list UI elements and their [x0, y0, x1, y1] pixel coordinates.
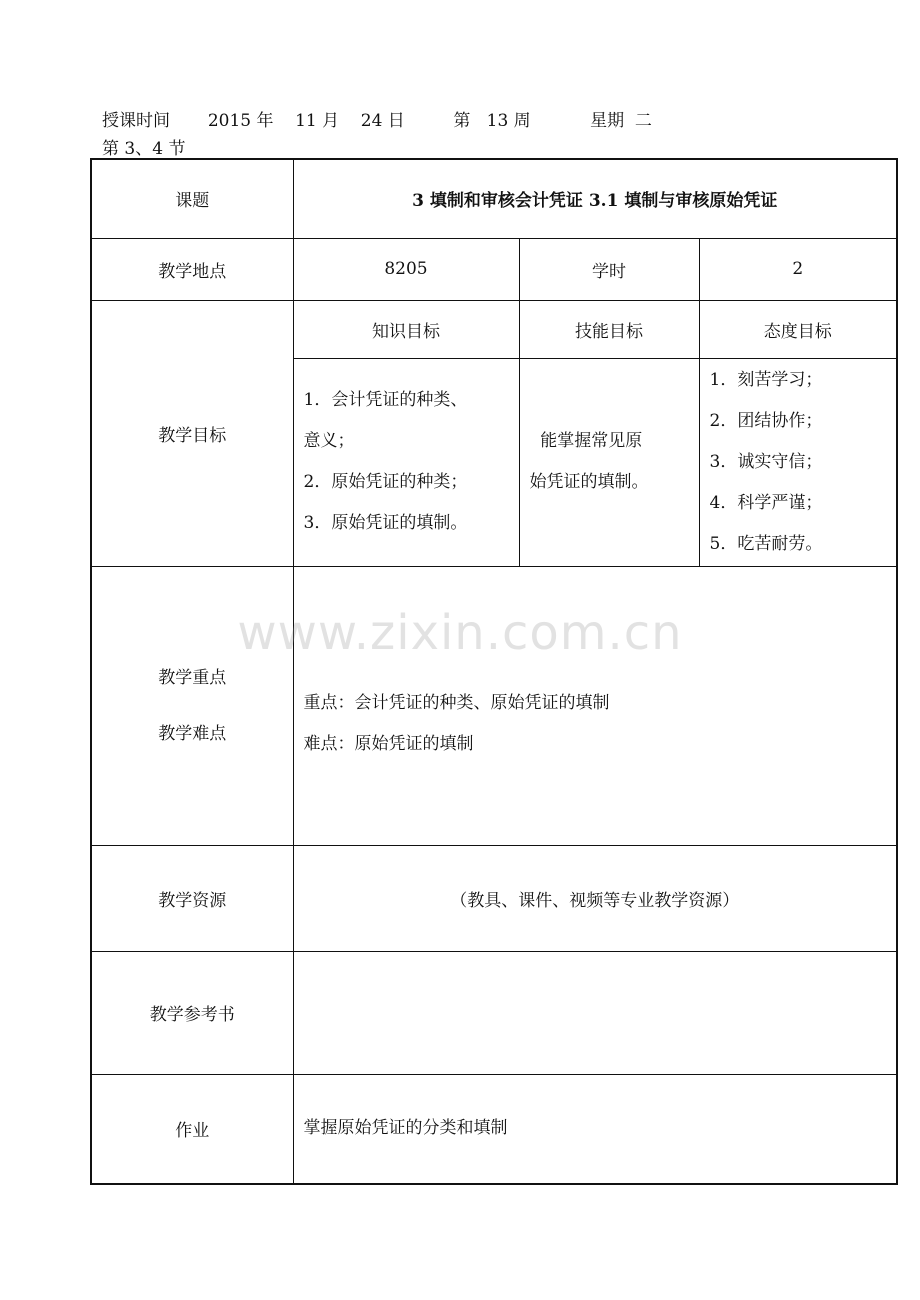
hours-label: 学时: [519, 238, 699, 300]
knowledge-item: 意义；: [303, 431, 355, 451]
homework-row: [91, 1074, 897, 1184]
teaching-time-line: 授课时间 2015 年 11 月 24 日 第 13 周 星期 二: [102, 111, 652, 131]
key-points-content: [293, 566, 897, 845]
key-points-row: [91, 566, 897, 845]
knowledge-goal-head: 知识目标: [293, 300, 519, 358]
skill-goal-list: [519, 358, 699, 566]
attitude-item: 1．刻苦学习；: [709, 369, 823, 390]
knowledge-item: 2．原始凭证的种类；: [303, 472, 468, 492]
topic-label: 课题: [91, 159, 293, 238]
hours-value: 2: [699, 238, 897, 300]
resources-label: 教学资源: [91, 845, 293, 951]
reference-label: 教学参考书: [91, 951, 293, 1074]
attitude-goal-head: 态度目标: [699, 300, 897, 358]
knowledge-item: 1．会计凭证的种类、: [303, 390, 468, 410]
knowledge-goal-list: [293, 358, 519, 566]
reference-value: [293, 951, 897, 1074]
topic-row: [91, 159, 897, 238]
session-line: 第 3、4 节: [102, 139, 186, 159]
difficulty-text: 难点：原始凭证的填制: [303, 733, 474, 754]
attitude-goal-list: [699, 358, 897, 566]
homework-value: 掌握原始凭证的分类和填制: [293, 1074, 897, 1184]
place-label: 教学地点: [91, 238, 293, 300]
goals-head-row: [91, 300, 897, 358]
resources-row: [91, 845, 897, 951]
watermark: www.zixin.com.cn: [237, 605, 683, 661]
attitude-item: 5．吃苦耐劳。: [709, 533, 823, 554]
place-row: [91, 238, 897, 300]
skill-item: 能掌握常见原: [529, 431, 643, 451]
attitude-item: 2．团结协作；: [709, 410, 823, 431]
attitude-item: 4．科学严谨；: [709, 492, 823, 513]
skill-item: 始凭证的填制。: [529, 472, 649, 492]
key-point-label: 教学重点: [158, 667, 227, 688]
place-value: 8205: [293, 238, 519, 300]
skill-goal-head: 技能目标: [519, 300, 699, 358]
key-point-text: 重点：会计凭证的种类、原始凭证的填制: [303, 692, 610, 713]
difficulty-label: 教学难点: [158, 723, 227, 744]
knowledge-item: 3．原始凭证的填制。: [303, 513, 468, 533]
attitude-item: 3．诚实守信；: [709, 451, 823, 472]
lesson-plan-table: [90, 158, 898, 1185]
reference-row: [91, 951, 897, 1074]
goals-label: 教学目标: [91, 300, 293, 566]
topic-value: 3 填制和审核会计凭证 3.1 填制与审核原始凭证: [293, 159, 897, 238]
resources-value: （教具、课件、视频等专业教学资源）: [293, 845, 897, 951]
homework-label: 作业: [91, 1074, 293, 1184]
key-difficulty-labels: [91, 566, 293, 845]
